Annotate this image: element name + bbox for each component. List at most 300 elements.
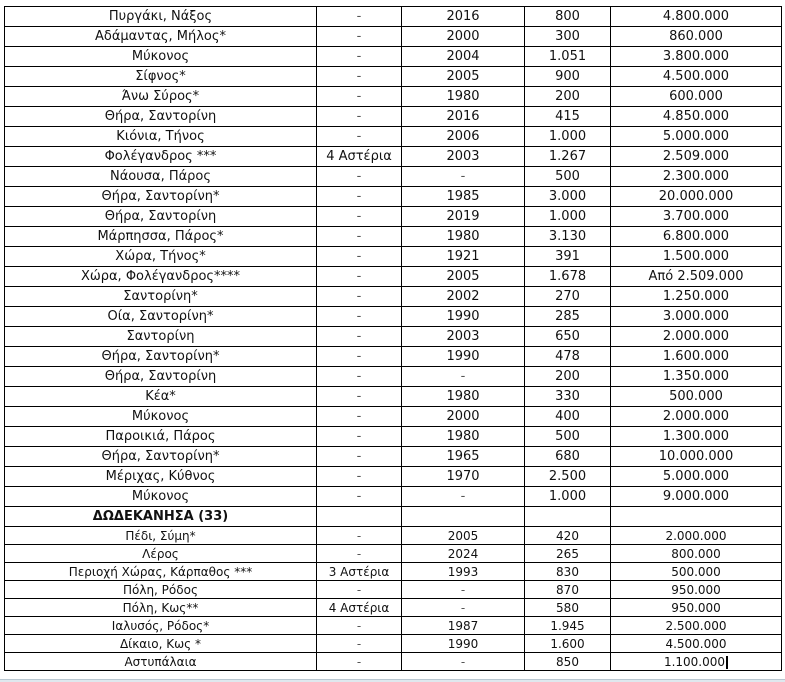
location-cell[interactable]: [5, 147, 317, 167]
price-cell-text: 20.000.000: [658, 188, 734, 204]
price-cell-text: Από 2.509.000: [648, 268, 744, 284]
area-cell[interactable]: [525, 267, 611, 287]
year-cell-text: 1921: [446, 248, 480, 264]
year-cell[interactable]: [402, 7, 525, 27]
year-cell-text: 1987: [447, 618, 479, 633]
location-cell-text: Σίφνος*: [135, 68, 186, 84]
category-cell[interactable]: [317, 287, 402, 307]
category-cell[interactable]: [317, 167, 402, 187]
price-cell-text: 4.850.000: [662, 108, 730, 124]
price-cell-text: 6.800.000: [662, 228, 730, 244]
category-cell[interactable]: [317, 47, 402, 67]
price-cell[interactable]: [611, 347, 782, 367]
price-cell-text: 1.600.000: [662, 348, 730, 364]
location-cell[interactable]: [5, 527, 317, 545]
price-cell-text: 4.500.000: [662, 68, 730, 84]
year-cell-text: 1993: [447, 564, 479, 579]
location-cell[interactable]: [5, 207, 317, 227]
location-cell-text: Παροικιά, Πάρος: [105, 428, 216, 444]
year-cell[interactable]: [402, 287, 525, 307]
price-cell-text: 3.800.000: [662, 48, 730, 64]
area-cell-text: 1.051: [548, 48, 587, 64]
location-cell-text: Θήρα, Σαντορίνη*: [101, 188, 220, 204]
price-cell[interactable]: [611, 427, 782, 447]
table-row: [5, 347, 782, 367]
table-row: [5, 307, 782, 327]
year-cell[interactable]: [402, 447, 525, 467]
price-cell[interactable]: [611, 467, 782, 487]
category-cell[interactable]: [317, 307, 402, 327]
price-cell-text: 2.000.000: [662, 328, 730, 344]
price-cell-text: 1.500.000: [662, 248, 730, 264]
location-cell[interactable]: [5, 387, 317, 407]
category-cell-text: 4 Αστέρια: [328, 600, 390, 615]
category-cell[interactable]: [317, 487, 402, 507]
price-cell-text: 3.700.000: [662, 208, 730, 224]
area-cell[interactable]: [525, 287, 611, 307]
price-cell[interactable]: [611, 617, 782, 635]
category-cell-text: -: [356, 28, 362, 44]
category-cell-text: -: [356, 368, 362, 384]
year-cell-text: -: [460, 582, 466, 597]
area-cell[interactable]: [525, 27, 611, 47]
area-cell[interactable]: [525, 545, 611, 563]
table-row: [5, 447, 782, 467]
price-cell[interactable]: [611, 147, 782, 167]
year-cell-text: 2002: [446, 288, 480, 304]
area-cell[interactable]: [525, 87, 611, 107]
year-cell-text: -: [460, 600, 466, 615]
area-cell-text: 3.000: [548, 188, 587, 204]
category-cell-text: -: [356, 308, 362, 324]
category-cell[interactable]: [317, 67, 402, 87]
category-cell-text: -: [356, 348, 362, 364]
location-cell-text: Θήρα, Σαντορίνη*: [101, 448, 220, 464]
table-row: [5, 563, 782, 581]
location-cell[interactable]: [5, 487, 317, 507]
price-cell-text: 2.000.000: [665, 528, 727, 543]
area-cell[interactable]: [525, 127, 611, 147]
area-cell[interactable]: [525, 487, 611, 507]
price-cell[interactable]: [611, 307, 782, 327]
category-cell[interactable]: [317, 387, 402, 407]
year-cell[interactable]: [402, 227, 525, 247]
price-cell-text: 2.000.000: [662, 408, 730, 424]
price-cell[interactable]: [611, 527, 782, 545]
category-cell[interactable]: [317, 267, 402, 287]
area-cell[interactable]: [525, 187, 611, 207]
category-cell[interactable]: [317, 187, 402, 207]
category-cell[interactable]: [317, 367, 402, 387]
table-row: [5, 247, 782, 267]
price-cell-text: 950.000: [671, 582, 721, 597]
price-cell-text: 10.000.000: [658, 448, 734, 464]
area-cell[interactable]: [525, 247, 611, 267]
hotel-listing-table-container: [4, 6, 781, 671]
category-cell-text: -: [356, 48, 362, 64]
area-cell[interactable]: [525, 47, 611, 67]
location-cell[interactable]: [5, 635, 317, 653]
year-cell-text: 2005: [447, 528, 479, 543]
category-cell-text: -: [356, 388, 362, 404]
location-cell-text: Ιαλυσός, Ρόδος*: [111, 618, 210, 633]
area-cell[interactable]: [525, 599, 611, 617]
price-cell[interactable]: [611, 207, 782, 227]
year-cell[interactable]: [402, 127, 525, 147]
category-cell[interactable]: [317, 545, 402, 563]
location-cell[interactable]: [5, 347, 317, 367]
area-cell[interactable]: [525, 327, 611, 347]
area-cell-text: 285: [555, 308, 580, 324]
category-cell[interactable]: [317, 467, 402, 487]
area-cell[interactable]: [525, 227, 611, 247]
year-cell[interactable]: [402, 653, 525, 671]
category-cell-text: -: [356, 448, 362, 464]
location-cell-text: Άνω Σύρος*: [121, 88, 200, 104]
category-cell[interactable]: [317, 427, 402, 447]
location-cell[interactable]: [5, 167, 317, 187]
area-cell[interactable]: [525, 107, 611, 127]
location-cell-text: Λέρος: [142, 546, 179, 561]
year-cell[interactable]: [402, 617, 525, 635]
section-title: ΔΩΔΕΚΑΝΗΣΑ (33): [5, 507, 317, 527]
cyclades-rows: [5, 7, 782, 507]
year-cell-text: 2004: [446, 48, 480, 64]
location-cell[interactable]: [5, 467, 317, 487]
price-cell-text: 600.000: [669, 88, 723, 104]
location-cell[interactable]: [5, 407, 317, 427]
area-cell-text: 1.945: [550, 618, 585, 633]
location-cell[interactable]: [5, 187, 317, 207]
area-cell-text: 415: [555, 108, 580, 124]
price-cell[interactable]: [611, 635, 782, 653]
price-cell[interactable]: [611, 47, 782, 67]
year-cell-text: -: [460, 488, 466, 504]
price-cell[interactable]: [611, 107, 782, 127]
table-row: [5, 367, 782, 387]
area-cell-text: 478: [555, 348, 580, 364]
location-cell[interactable]: [5, 447, 317, 467]
price-cell[interactable]: [611, 599, 782, 617]
price-cell[interactable]: [611, 227, 782, 247]
location-cell[interactable]: [5, 67, 317, 87]
location-cell-text: Πυργάκι, Νάξος: [108, 8, 213, 24]
location-cell-text: Μύκονος: [131, 48, 190, 64]
category-cell[interactable]: [317, 127, 402, 147]
year-cell[interactable]: [402, 247, 525, 267]
empty-cell: [402, 507, 525, 527]
location-cell-text: Μάρπησσα, Πάρος*: [97, 228, 224, 244]
price-cell[interactable]: [611, 545, 782, 563]
category-cell[interactable]: [317, 327, 402, 347]
price-cell-text: 1.100.000: [663, 654, 726, 669]
area-cell[interactable]: [525, 207, 611, 227]
area-cell-text: 2.500: [548, 468, 587, 484]
category-cell[interactable]: [317, 27, 402, 47]
price-cell[interactable]: [611, 407, 782, 427]
area-cell[interactable]: [525, 147, 611, 167]
year-cell-text: 1980: [446, 388, 480, 404]
empty-cell: [611, 507, 782, 527]
area-cell[interactable]: [525, 387, 611, 407]
year-cell-text: -: [460, 368, 466, 384]
year-cell-text: 2003: [446, 148, 480, 164]
location-cell-text: Χώρα, Φολέγανδρος****: [80, 268, 241, 284]
category-cell-text: -: [356, 88, 362, 104]
category-cell[interactable]: [317, 247, 402, 267]
price-cell-text: 860.000: [669, 28, 723, 44]
location-cell[interactable]: [5, 267, 317, 287]
location-cell-text: Πόλη, Κως**: [122, 600, 199, 615]
year-cell[interactable]: [402, 187, 525, 207]
area-cell[interactable]: [525, 563, 611, 581]
table-row: [5, 147, 782, 167]
year-cell[interactable]: [402, 599, 525, 617]
year-cell[interactable]: [402, 47, 525, 67]
area-cell-text: 270: [555, 288, 580, 304]
table-row: [5, 187, 782, 207]
category-cell-text: -: [356, 188, 362, 204]
price-cell[interactable]: [611, 287, 782, 307]
location-cell[interactable]: [5, 327, 317, 347]
category-cell[interactable]: [317, 653, 402, 671]
table-row: [5, 581, 782, 599]
location-cell[interactable]: [5, 47, 317, 67]
table-row: [5, 487, 782, 507]
location-cell[interactable]: [5, 617, 317, 635]
price-cell[interactable]: [611, 127, 782, 147]
year-cell[interactable]: [402, 347, 525, 367]
year-cell-text: 1990: [446, 348, 480, 364]
area-cell[interactable]: [525, 427, 611, 447]
location-cell-text: Μέριχας, Κύθνος: [105, 468, 216, 484]
area-cell-text: 420: [556, 528, 579, 543]
year-cell-text: 2016: [446, 8, 480, 24]
price-cell[interactable]: [611, 447, 782, 467]
location-cell[interactable]: [5, 563, 317, 581]
year-cell[interactable]: [402, 563, 525, 581]
location-cell[interactable]: [5, 581, 317, 599]
location-cell-text: Αστυπάλαια: [124, 654, 197, 669]
year-cell[interactable]: [402, 267, 525, 287]
price-cell[interactable]: [611, 487, 782, 507]
year-cell-text: 1970: [446, 468, 480, 484]
category-cell[interactable]: [317, 107, 402, 127]
area-cell-text: 300: [555, 28, 580, 44]
location-cell[interactable]: [5, 307, 317, 327]
category-cell[interactable]: [317, 147, 402, 167]
year-cell[interactable]: [402, 407, 525, 427]
table-row: [5, 27, 782, 47]
area-cell[interactable]: [525, 407, 611, 427]
category-cell[interactable]: [317, 581, 402, 599]
price-cell[interactable]: [611, 87, 782, 107]
area-cell[interactable]: [525, 167, 611, 187]
category-cell[interactable]: [317, 447, 402, 467]
year-cell[interactable]: [402, 387, 525, 407]
area-cell[interactable]: [525, 7, 611, 27]
category-cell[interactable]: [317, 635, 402, 653]
location-cell-text: Θήρα, Σαντορίνη: [104, 108, 217, 124]
area-cell-text: 200: [555, 88, 580, 104]
location-cell-text: Κέα*: [145, 388, 176, 404]
location-cell[interactable]: [5, 247, 317, 267]
area-cell-text: 1.678: [548, 268, 587, 284]
area-cell[interactable]: [525, 367, 611, 387]
year-cell[interactable]: [402, 545, 525, 563]
area-cell[interactable]: [525, 653, 611, 671]
category-cell-text: -: [356, 168, 362, 184]
year-cell[interactable]: [402, 167, 525, 187]
year-cell-text: 1980: [446, 228, 480, 244]
category-cell[interactable]: [317, 527, 402, 545]
location-cell-text: Θήρα, Σαντορίνη*: [101, 348, 220, 364]
area-cell-text: 3.130: [548, 228, 587, 244]
area-cell-text: 800: [555, 8, 580, 24]
location-cell[interactable]: [5, 27, 317, 47]
year-cell-text: 1990: [447, 636, 479, 651]
area-cell[interactable]: [525, 527, 611, 545]
location-cell-text: Φολέγανδρος ***: [104, 148, 217, 164]
area-cell-text: 265: [556, 546, 579, 561]
area-cell[interactable]: [525, 447, 611, 467]
category-cell-text: -: [356, 8, 362, 24]
price-cell[interactable]: [611, 327, 782, 347]
year-cell[interactable]: [402, 207, 525, 227]
location-cell[interactable]: [5, 227, 317, 247]
location-cell[interactable]: [5, 287, 317, 307]
area-cell-text: 500: [555, 168, 580, 184]
category-cell[interactable]: [317, 87, 402, 107]
price-cell[interactable]: [611, 367, 782, 387]
price-cell[interactable]: [611, 581, 782, 599]
year-cell[interactable]: [402, 67, 525, 87]
category-cell-text: -: [356, 468, 362, 484]
area-cell-text: 400: [555, 408, 580, 424]
year-cell[interactable]: [402, 487, 525, 507]
area-cell-text: 330: [555, 388, 580, 404]
location-cell[interactable]: [5, 427, 317, 447]
year-cell[interactable]: [402, 367, 525, 387]
text-cursor: [726, 656, 728, 669]
year-cell[interactable]: [402, 327, 525, 347]
area-cell-text: 1.600: [550, 636, 585, 651]
location-cell-text: Πέδι, Σύμη*: [125, 528, 196, 543]
price-cell[interactable]: [611, 7, 782, 27]
category-cell[interactable]: [317, 599, 402, 617]
year-cell-text: 1985: [446, 188, 480, 204]
area-cell[interactable]: [525, 617, 611, 635]
year-cell[interactable]: [402, 87, 525, 107]
location-cell[interactable]: [5, 599, 317, 617]
year-cell[interactable]: [402, 27, 525, 47]
location-cell-text: Αδάμαντας, Μήλος*: [94, 28, 227, 44]
table-row: [5, 107, 782, 127]
price-cell[interactable]: [611, 267, 782, 287]
category-cell-text: -: [356, 268, 362, 284]
price-cell[interactable]: [611, 67, 782, 87]
location-cell[interactable]: [5, 107, 317, 127]
area-cell[interactable]: [525, 635, 611, 653]
category-cell[interactable]: [317, 617, 402, 635]
area-cell[interactable]: [525, 67, 611, 87]
area-cell[interactable]: [525, 307, 611, 327]
table-row: [5, 407, 782, 427]
area-cell-text: 680: [555, 448, 580, 464]
location-cell-text: Μύκονος: [131, 408, 190, 424]
category-cell[interactable]: [317, 407, 402, 427]
price-cell-text: 2.300.000: [662, 168, 730, 184]
price-cell-text: 5.000.000: [662, 128, 730, 144]
price-cell-text: 5.000.000: [662, 468, 730, 484]
year-cell[interactable]: [402, 307, 525, 327]
price-cell[interactable]: [611, 27, 782, 47]
category-cell[interactable]: [317, 563, 402, 581]
area-cell[interactable]: [525, 581, 611, 599]
table-row: [5, 427, 782, 447]
location-cell[interactable]: [5, 127, 317, 147]
location-cell[interactable]: [5, 367, 317, 387]
table-row: [5, 387, 782, 407]
table-row: [5, 47, 782, 67]
area-cell[interactable]: [525, 467, 611, 487]
location-cell[interactable]: [5, 545, 317, 563]
price-cell-text: 950.000: [671, 600, 721, 615]
price-cell[interactable]: [611, 387, 782, 407]
year-cell[interactable]: [402, 427, 525, 447]
year-cell-text: 2000: [446, 408, 480, 424]
category-cell-text: 4 Αστέρια: [326, 148, 392, 164]
area-cell-text: 1.000: [548, 128, 587, 144]
year-cell[interactable]: [402, 467, 525, 487]
area-cell-text: 850: [556, 654, 579, 669]
year-cell[interactable]: [402, 107, 525, 127]
year-cell-text: 2016: [446, 108, 480, 124]
price-cell-text: 3.000.000: [662, 308, 730, 324]
year-cell[interactable]: [402, 147, 525, 167]
location-cell[interactable]: [5, 7, 317, 27]
category-cell-text: -: [356, 428, 362, 444]
location-cell-text: Πόλη, Ρόδος: [122, 582, 198, 597]
table-row: [5, 67, 782, 87]
year-cell[interactable]: [402, 581, 525, 599]
year-cell-text: 2024: [447, 546, 479, 561]
category-cell[interactable]: [317, 347, 402, 367]
category-cell[interactable]: [317, 227, 402, 247]
area-cell-text: 1.000: [548, 488, 587, 504]
category-cell-text: -: [356, 636, 362, 651]
price-cell[interactable]: [611, 187, 782, 207]
category-cell-text: -: [356, 128, 362, 144]
category-cell-text: -: [356, 68, 362, 84]
price-cell[interactable]: [611, 167, 782, 187]
price-cell[interactable]: [611, 653, 782, 671]
price-cell[interactable]: [611, 247, 782, 267]
table-row: [5, 617, 782, 635]
year-cell[interactable]: [402, 635, 525, 653]
year-cell[interactable]: [402, 527, 525, 545]
price-cell[interactable]: [611, 563, 782, 581]
location-cell[interactable]: [5, 87, 317, 107]
hotel-listing-table: [4, 6, 782, 671]
category-cell[interactable]: [317, 207, 402, 227]
price-cell-text: 500.000: [669, 388, 723, 404]
location-cell[interactable]: [5, 653, 317, 671]
table-row: [5, 527, 782, 545]
area-cell[interactable]: [525, 347, 611, 367]
category-cell[interactable]: [317, 7, 402, 27]
category-cell-text: -: [356, 248, 362, 264]
